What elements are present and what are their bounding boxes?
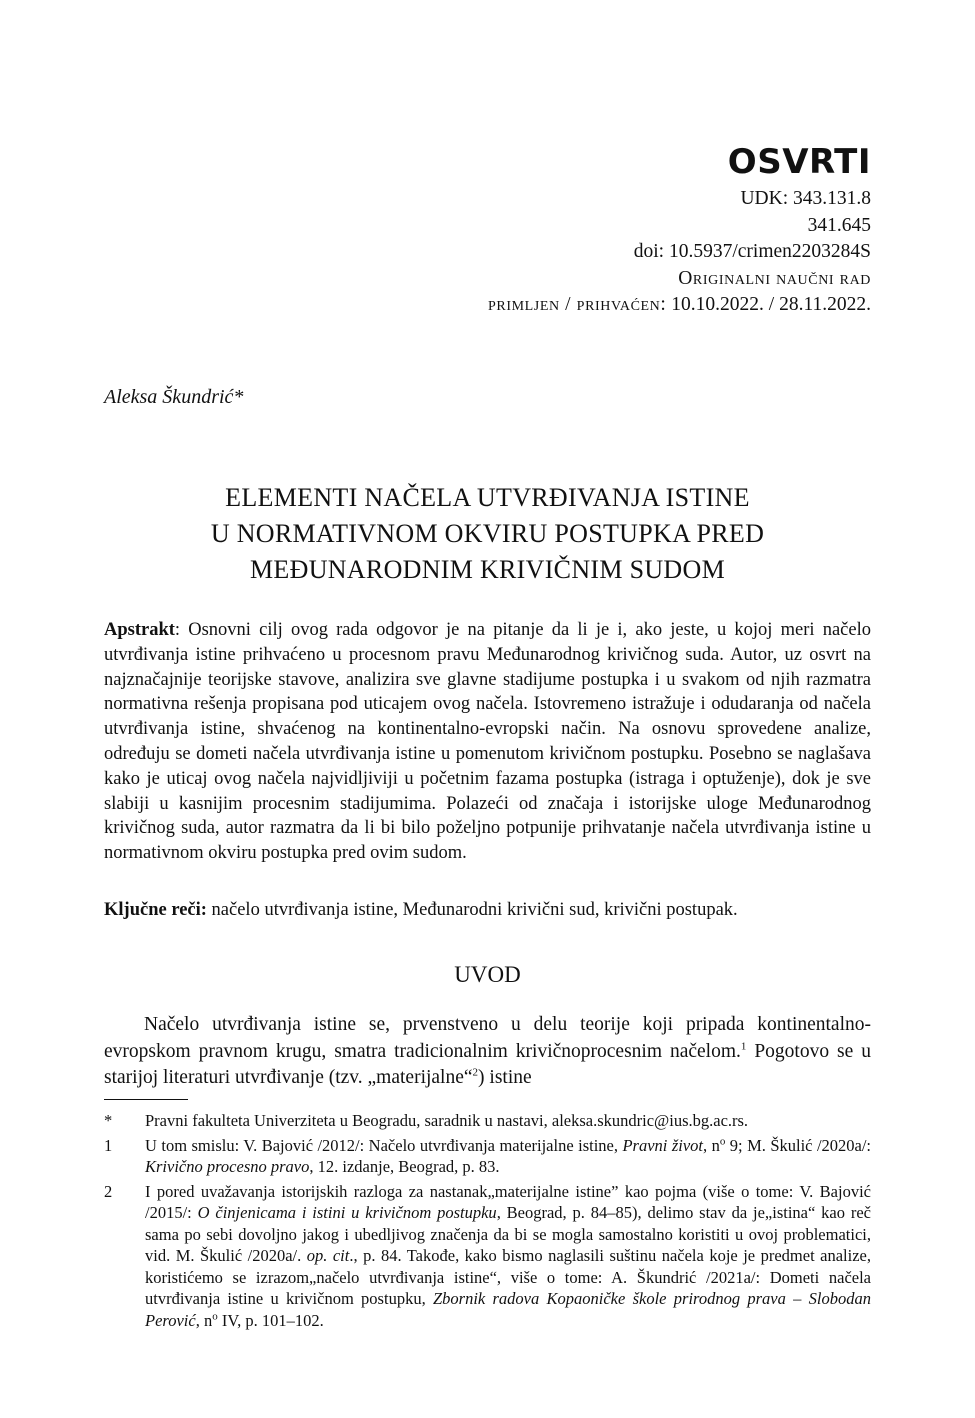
udk-code-1: UDK: 343.131.8	[740, 188, 871, 209]
received-dates: 10.10.2022. / 28.11.2022.	[671, 294, 871, 315]
received-label: primljen / prihvaćen:	[488, 294, 667, 315]
article-title	[104, 480, 871, 588]
footnote-mark: 1	[104, 1135, 113, 1155]
footnote-separator	[104, 1099, 188, 1100]
keywords-label: Ključne reči:	[104, 900, 207, 920]
section-heading: UVOD	[454, 962, 521, 987]
keywords	[104, 898, 871, 922]
title-line: ELEMENTI NAČELA UTVRĐIVANJA ISTINE	[225, 483, 750, 512]
footnote-1	[104, 1135, 871, 1178]
abstract-text: : Osnovni cilj ovog rada odgovor je na pitanje da li je i, ako jeste, u kojoj meri načelo utvrđivanja istine prihvaćeno u procesnom pravu Međunarodnog krivičnog suda. Autor, uz osvrt na najznačajnije teorijske stavove, analizira sve glavne stadijume postupka i u svakom od njih razmatra normativna rešenja propisana pod uticajem ovog načela. Istovremeno istražuje i odudaranja od načela utvrđivanja istine, shvaćenog na kontinentalno-evropski način. Na osnovu sprovedene analize, određuju se dometi načela utvrđivanja istine u pomenutom krivičnom postupku. Posebno se naglašava kako je uticaj ovog načela najvidljiviji u početnim fazama postupka (istraga i optuženje), dok je sve slabiji u kasnijim procesnim stadijumima. Polazeći od značaja i istorijske uloge Međunarodnog krivičnog suda, autor razmatra da li bi bilo poželjno potpunije prihvatanje načela utvrđivanja istine u normativnom okviru postupka pred ovim sudom.	[104, 620, 871, 864]
doi[interactable]: doi: 10.5937/crimen2203284S	[633, 241, 871, 262]
footnotes	[104, 1110, 871, 1334]
author	[104, 386, 243, 409]
body-text: Pogotovo se u starijoj literaturi utvrđivanje (tzv. „materijalne“	[104, 1040, 872, 1088]
footnote-mark: *	[104, 1111, 113, 1130]
author-footnote-marker[interactable]: *	[233, 386, 244, 408]
footnote-ref-1[interactable]: 1	[740, 1040, 747, 1052]
section-tag: OSVRTI	[727, 142, 871, 182]
footnote-ref-2[interactable]: 2	[472, 1066, 479, 1079]
footnote-author	[104, 1110, 871, 1132]
udk-code-2: 341.645	[807, 214, 871, 236]
abstract	[104, 618, 871, 866]
article-header	[488, 140, 871, 319]
received-accepted	[488, 292, 871, 319]
footnote-text: Pravni fakulteta Univerziteta u Beogradu, saradnik u nastavi, aleksa.skundric@ius.bg.ac.rs.	[145, 1111, 749, 1130]
footnote-text: U tom smislu: V. Bajović /2012/: Načelo utvrđivanja materijalne istine, Pravni život, $n^o$ 9; M. Škulić /2020a/: Krivično procesno pravo, 12. izdanje, Beograd, p. 83.	[145, 1135, 872, 1176]
body-text: ) istine	[478, 1067, 532, 1088]
footnote-mark: 2	[104, 1181, 113, 1201]
keywords-text: načelo utvrđivanja istine, Međunarodni krivični sud, krivični postupak.	[206, 900, 738, 920]
abstract-label: Apstrakt	[104, 620, 175, 640]
footnote-2	[104, 1181, 871, 1332]
title-line: MEĐUNARODNIM KRIVIČNIM SUDOM	[250, 555, 725, 584]
footnote-text: I pored uvažavanja istorijskih razloga za nastanak„materijalne istine” kao pojma (više o tome: V. Bajović /2015/: O činjenicama i istini u krivičnom postupku, Beograd, p. 84–85), delimo stav da je„istina“ kao reč sama po sebi dovoljno jakog i ubedljivog značenja da bi se mogla samostalno koristiti u ovoj problematici, vid. M. Škulić /2020a/. op. cit., p. 84. Takođe, kako bismo naglasili suštinu načela koje je predmet analize, koristićemo se izrazom„načelo utvrđivanja istine“, više o tome: A. Škundrić /2021a/: Dometi načela utvrđivanja istine u krivičnom postupku, Zbornik radova Kopaoničke škole prirodnog prava – Slobodan Perović, $n^o$ IV, p. 101–102.	[145, 1181, 871, 1330]
author-name: Aleksa Škundrić	[104, 386, 234, 408]
title-line: U NORMATIVNOM OKVIRU POSTUPKA PRED	[210, 519, 765, 548]
body-paragraph	[104, 1012, 871, 1092]
paper-type: Originalni naučni rad	[678, 267, 871, 289]
body-text: Načelo utvrđivanja istine se, prvenstveno u delu teorije koji pripada kontinentalno-evropskom pravnom krugu, smatra tradicionalnim krivičnoprocesnim načelom.	[104, 1014, 871, 1062]
